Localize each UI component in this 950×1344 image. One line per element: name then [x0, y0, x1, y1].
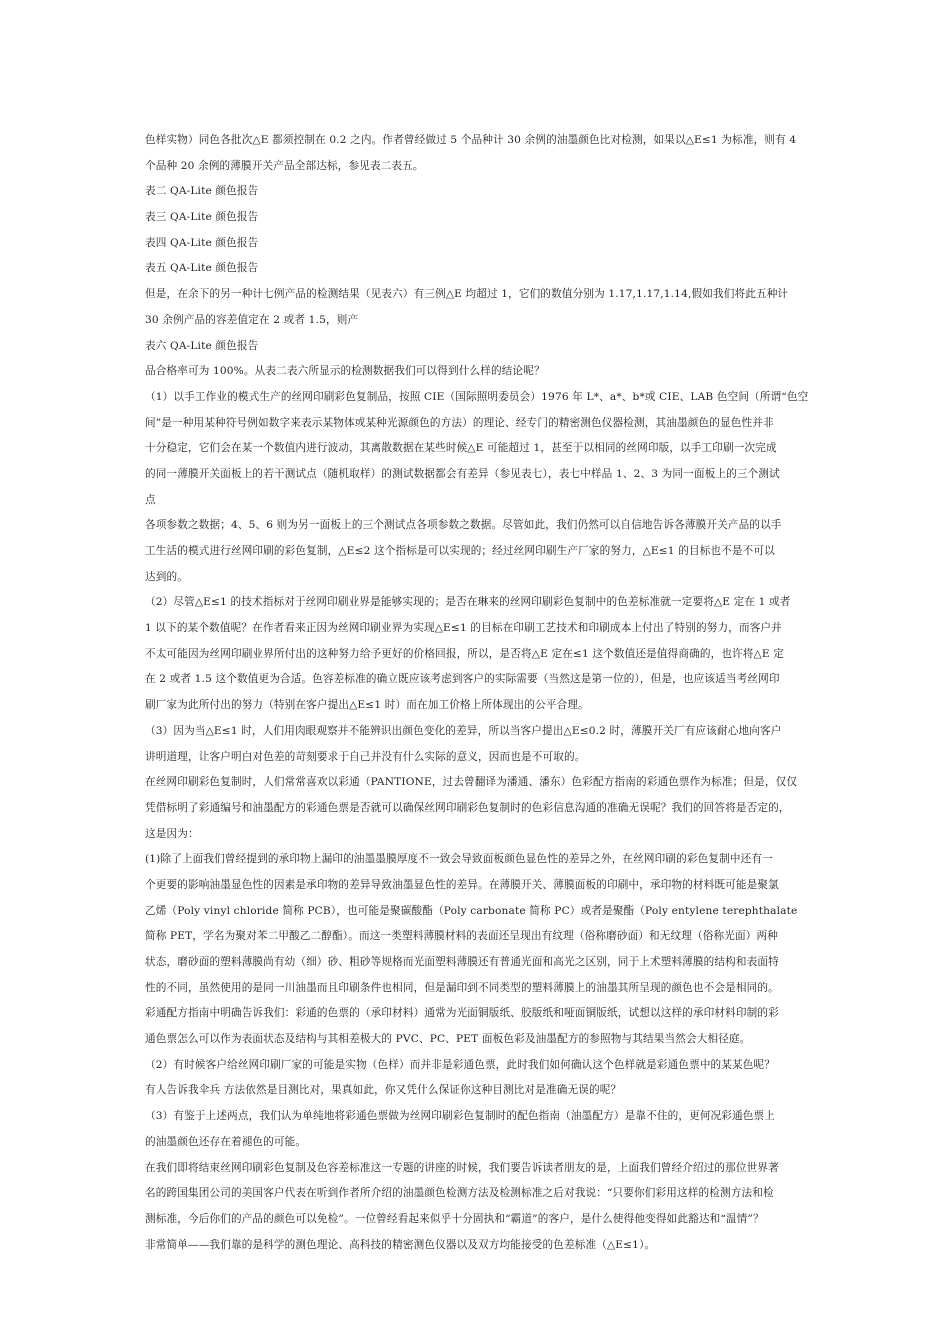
document-body: [145, 128, 815, 1258]
text-line: 间”是一种用某种符号例如数字来表示某物体或某种光源颜色的方法）的理论、经专门的精密测色仪器检测，其油墨颜色的显色性并非: [145, 416, 774, 429]
text-line: 1 以下的某个数值呢？在作者看来正因为丝网印刷业界为实现△E≤1 的目标在印刷工艺技术和印刷成本上付出了特别的努力，而客户并: [145, 622, 782, 635]
text-line: 个品种 20 余例的薄膜开关产品全部达标，参见表二表五。: [145, 159, 424, 172]
text-line: 30 余例产品的容差值定在 2 或者 1.5，则产: [145, 313, 359, 326]
text-line: 各项参数之数据；4、5、6 则为另一面板上的三个测试点各项参数之数据。尽管如此，我们仍然可以自信地告诉各薄膜开关产品的以手: [145, 519, 782, 532]
text-line: （2）有时候客户给丝网印刷厂家的可能是实物（色样）而并非是彩通色票，此时我们如何确认这个色样就是彩通色票中的某某色呢？: [145, 1058, 776, 1071]
text-line: (1)除了上面我们曾经提到的承印物上漏印的油墨墨膜厚度不一致会导致面板颜色显色性的差异之外，在丝网印刷的彩色复制中还有一: [145, 853, 773, 866]
text-line: （3）有鉴于上述两点，我们认为单纯地将彩通色票做为丝网印刷彩色复制时的配色指南（油墨配方）是靠不住的，更何况彩通色票上: [145, 1110, 776, 1123]
text-line: （2）尽管△E≤1 的技术指标对于丝网印刷业界是能够实现的；是否在琳来的丝网印刷彩色复制中的色差标准就一定要将△E 定在 1 或者: [145, 596, 791, 609]
text-line: （3）因为当△E≤1 时，人们用肉眼观察并不能辨识出颜色变化的差异，所以当客户提出△E≤0.2 时，薄膜开关厂有应该耐心地向客户: [145, 724, 782, 737]
text-line: 通色票怎么可以作为表面状态及结构与其相差极大的 PVC、PC、PET 面板色彩及油墨配方的参照物与其结果当然会大相径庭。: [145, 1033, 751, 1046]
text-line: 彩通配方指南中明确告诉我们：彩通的色票的（承印材料）通常为光面铜版纸、胶版纸和哑面铜版纸，试想以这样的承印材料印制的彩: [145, 1007, 779, 1020]
text-line: 刷厂家为此所付出的努力（特别在客户提出△E≤1 时）而在加工价格上所体现出的公平合理。: [145, 699, 589, 712]
text-line: 表六 QA-Lite 颜色报告: [145, 339, 259, 352]
text-line: 这是因为：: [145, 827, 199, 840]
text-line: 讲明道理，让客户明白对色差的苛刻要求于自己并没有什么实际的意义，因而也是不可取的。: [145, 750, 586, 763]
text-line: 表三 QA-Lite 颜色报告: [145, 211, 259, 224]
text-line: 状态，磨砂面的塑料薄膜尚有幼（细）砂、粗砂等规格而光面塑料薄膜还有普通光面和高光之区别，同于上术塑料薄膜的结构和表面特: [145, 956, 779, 968]
text-line: 但是，在余下的另一种计七例产品的检测结果（见表六）有三例△E 均超过 1，它们的数值分别为 1.17,1.17,1.14,假如我们将此五种计: [145, 288, 789, 301]
text-line: 不太可能因为丝网印刷业界所付出的这种努力给予更好的价格回报，所以，是否将△E 定在≤1 这个数值还是值得商确的，也许将△E 定: [145, 647, 784, 660]
text-line: 非常简单——我们靠的是科学的测色理论、高科技的精密测色仪器以及双方均能接受的色差标准（△E≤1）。: [145, 1238, 656, 1251]
text-line: 乙烯（Poly vinyl chloride 简称 PCB），也可能是聚碳酸酯（Poly carbonate 简称 PC）或者是聚酯（Poly entylene terephthalate: [145, 904, 798, 917]
text-line: 名的跨国集团公司的美国客户代表在听到作者所介绍的油墨颜色检测方法及检测标准之后对我说：“只要你们彩用这样的检测方法和检: [145, 1187, 774, 1200]
text-line: 性的不同，虽然使用的是同一川油墨而且印刷条件也相同，但是漏印到不同类型的塑料薄膜上的油墨其所呈现的颜色也不会是相同的。: [145, 981, 779, 994]
text-line: 测标准，今后你们的产品的颜色可以免检”。一位曾经看起来似乎十分固执和“霸道”的客户，是什么使得他变得如此豁达和“温情”？: [145, 1212, 764, 1225]
text-line: 十分稳定，它们会在某一个数值内进行波动，其离散数据在某些时候△E 可能超过 1，甚至于以相同的丝网印版，以手工印刷一次完成: [145, 442, 777, 455]
text-line: 达到的。: [145, 570, 188, 583]
text-line: 点: [145, 493, 156, 506]
text-line: 表四 QA-Lite 颜色报告: [145, 236, 259, 249]
text-line: 品合格率可为 100%。从表二表六所显示的检测数据我们可以得到什么样的结论呢？: [145, 365, 545, 378]
text-line: 凭借标明了彩通编号和油墨配方的彩通色票是否就可以确保丝网印刷彩色复制时的色彩信息沟通的准确无误呢？我们的回答将是否定的，: [145, 801, 790, 814]
text-line: 在我们即将结束丝网印刷彩色复制及色容差标准这一专题的讲座的时候，我们要告诉读者朋友的是，上面我们曾经介绍过的那位世界著: [145, 1161, 779, 1174]
text-line: 工生活的模式进行丝网印刷的彩色复制，△E≤2 这个指标是可以实现的；经过丝网印刷生产厂家的努力，△E≤1 的目标也不是不可以: [145, 545, 775, 557]
text-line: 个更要的影响油墨显色性的因素是承印物的差异导致油墨显色性的差异。在薄膜开关、薄膜面板的印刷中，承印物的材料既可能是聚氯: [145, 878, 779, 891]
text-line: 的油墨颜色还存在着褪色的可能。: [145, 1135, 307, 1148]
text-line: 的同一薄膜开关面板上的若干测试点（随机取样）的测试数据都会有差异（参见表七），表七中样品 1、2、3 为同一面板上的三个测试: [145, 467, 780, 480]
text-line: （1）以手工作业的模式生产的丝网印刷彩色复制品，按照 CIE（国际照明委员会）1976 年 L*、a*、b*或 CIE、LAB 色空间（所谓“色空: [145, 390, 809, 403]
text-line: 表五 QA-Lite 颜色报告: [145, 262, 259, 275]
text-line: 在 2 或者 1.5 这个数值更为合适。色容差标准的确立既应该考虑到客户的实际需要（当然这是第一位的），但是，也应该适当考丝网印: [145, 673, 780, 686]
text-line: 表二 QA-Lite 颜色报告: [145, 185, 259, 198]
text-line: 在丝网印刷彩色复制时，人们常常喜欢以彩通（PANTIONE，过去曾翻译为潘通、潘东）色彩配方指南的彩通色票作为标准；但是，仅仅: [145, 776, 798, 789]
text-line: 色样实物）同色各批次△E 都须控制在 0.2 之内。作者曾经做过 5 个品种计 30 余例的油墨颜色比对检测，如果以△E≤1 为标准，则有 4: [145, 134, 797, 146]
text-line: 简称 PET，学名为聚对苯二甲酸乙二醇酯）。而这一类塑料薄膜材料的表面还呈现出有纹理（俗称磨砂面）和无纹理（俗称光面）两种: [145, 930, 778, 943]
text-line: 有人告诉我伞兵 方法依然是目测比对，果真如此，你又凭什么保证你这种目测比对是准确无误的呢？: [145, 1084, 622, 1097]
